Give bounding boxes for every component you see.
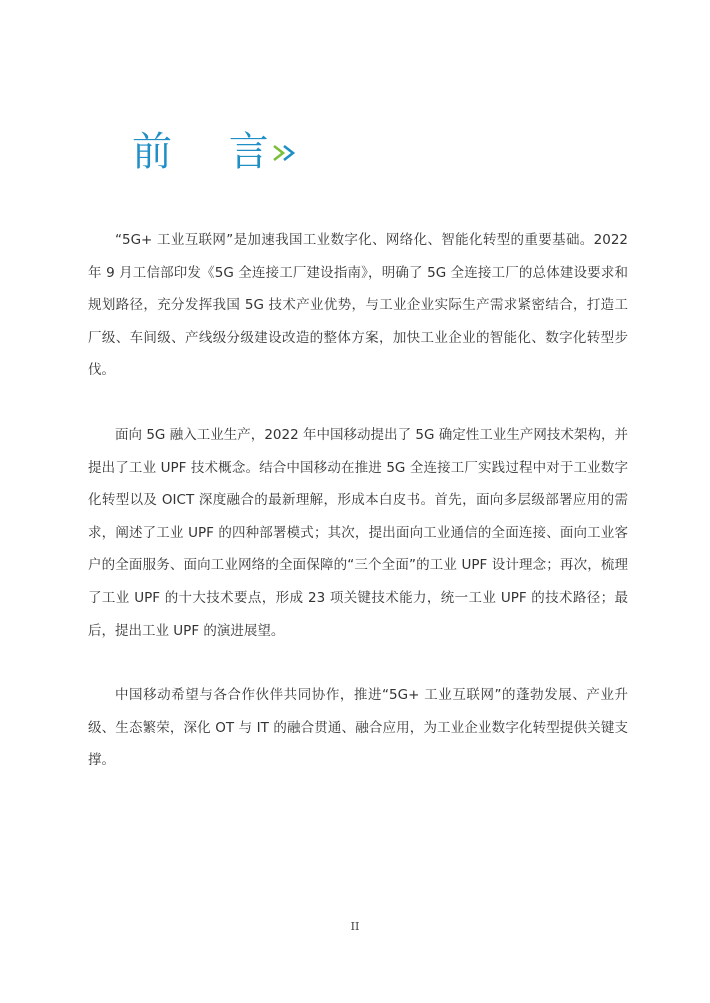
double-chevron-right-icon xyxy=(272,143,300,163)
paragraph-intro: “5G+ 工业互联网”是加速我国工业数字化、网络化、智能化转型的重要基础。2022 年 9 月工信部印发《5G 全连接工厂建设指南》，明确了 5G 全连接工厂的总体建设要求和规划路径，充分发挥我国 5G 技术产业优势，与工业企业实际生产需求紧密结合，打造工厂级、车间级、产线级分级建设改造的整体方案，加快工业企业的智能化、数字化转型步伐。 xyxy=(88,232,628,379)
page-title: 前 言 xyxy=(132,129,291,175)
page-number: II xyxy=(350,920,360,933)
body-text xyxy=(88,224,628,777)
chevron-inner-stroke xyxy=(284,146,293,160)
chevron-outer-stroke xyxy=(274,146,283,160)
heading-block xyxy=(132,124,291,180)
paragraph-outlook: 中国移动希望与各合作伙伴共同协作，推进“5G+ 工业互联网”的蓬勃发展、产业升级、生态繁荣，深化 OT 与 IT 的融合贯通、融合应用，为工业企业数字化转型提供关键支撑。 xyxy=(88,687,628,769)
paragraph-overview: 面向 5G 融入工业生产，2022 年中国移动提出了 5G 确定性工业生产网技术架构，并提出了工业 UPF 技术概念。结合中国移动在推进 5G 全连接工厂实践过程中对于工业数字化转型以及 OICT 深度融合的最新理解，形成本白皮书。首先，面向多层级部署应用的需求，阐述了工业 UPF 的四种部署模式；其次，提出面向工业通信的全面连接、面向工业客户的全面服务、面向工业网络的全面保障的“三个全面”的工业 UPF 设计理念；再次，梳理了工业 UPF 的十大技术要点，形成 23 项关键技术能力，统一工业 UPF 的技术路径；最后，提出工业 UPF 的演进展望。 xyxy=(88,426,628,639)
